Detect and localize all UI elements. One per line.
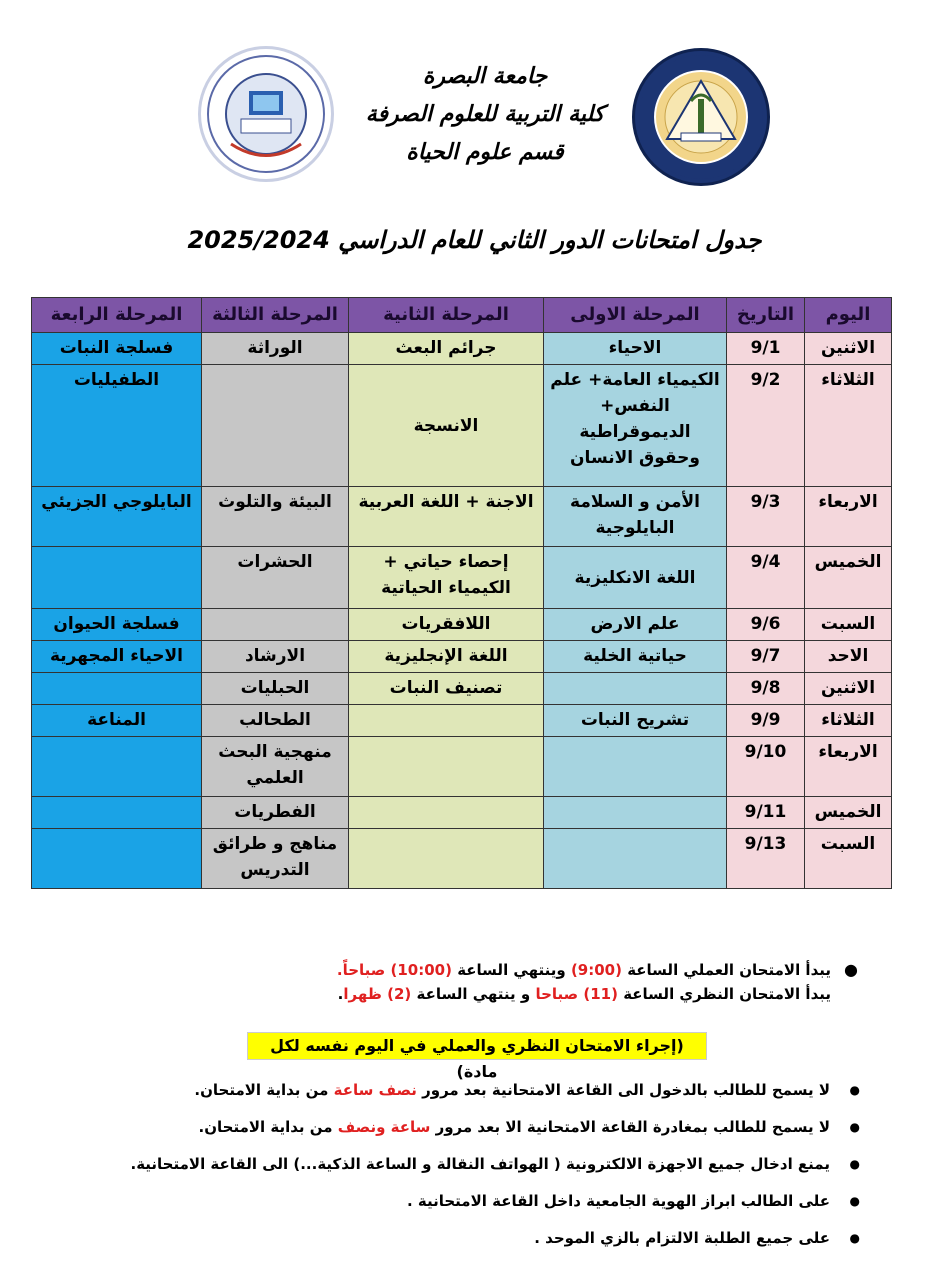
list-item: ● لا يسمح للطالب بالدخول الى القاعة الامتحانية بعد مرور نصف ساعة من بداية الامتحان. [60,1072,860,1109]
stage-1-cell: اللغة الانكليزية [544,547,727,609]
stage-3-cell: الحشرات [202,547,349,609]
stage-2-cell: اللغة الإنجليزية [349,641,544,673]
day-cell: الاثنين [805,673,892,705]
practical-exam-time: يبدأ الامتحان العملي الساعة (9:00) وينتهي الساعة (10:00) صباحاً. [336,961,831,979]
table-row [32,641,892,673]
list-item: ● يمنع ادخال جميع الاجهزة الالكترونية ( الهواتف النقالة و الساعة الذكية...) الى القاعة الامتحانية. [60,1146,860,1183]
day-cell: الخميس [805,797,892,829]
list-item: ● على الطالب ابراز الهوية الجامعية داخل القاعة الامتحانية . [60,1183,860,1220]
stage-3-cell: الطحالب [202,705,349,737]
stage-2-cell: جرائم البعث [349,333,544,365]
stage-3-cell: الارشاد [202,641,349,673]
stage-4-cell [32,547,202,609]
stage-3-cell: مناهج و طرائق التدريس [202,829,349,889]
stage-3-cell: الفطريات [202,797,349,829]
stage-1-cell: حياتية الخلية [544,641,727,673]
header-stage-4: المرحلة الرابعة [32,298,202,333]
day-cell: الثلاثاء [805,705,892,737]
stage-4-cell: البايلوجي الجزيئي [32,487,202,547]
day-cell: الاحد [805,641,892,673]
page-title: جدول امتحانات الدور الثاني للعام الدراسي 2025/2024 [187,226,762,254]
day-cell: الاربعاء [805,487,892,547]
university-name: جامعة البصرة [422,64,548,89]
stage-3-cell: منهجية البحث العلمي [202,737,349,797]
date-cell: 9/2 [727,365,805,487]
page-header [0,38,949,208]
stage-1-cell: تشريح النبات [544,705,727,737]
header-stage-3: المرحلة الثالثة [202,298,349,333]
theory-exam-time: يبدأ الامتحان النظري الساعة (11) صباحا و ينتهي الساعة (2) ظهرا. [337,985,831,1003]
bullet-icon: ● [844,960,858,979]
exam-times-note [71,958,831,1006]
stage-2-cell: الاجنة + اللغة العربية [349,487,544,547]
day-cell: السبت [805,829,892,889]
stage-3-cell: الحبليات [202,673,349,705]
stage-2-cell [349,737,544,797]
table-row [32,797,892,829]
list-item: ● على جميع الطلبة الالتزام بالزي الموحد . [60,1220,860,1257]
same-day-banner: (إجراء الامتحان النظري والعملي في اليوم نفسه لكل مادة) [247,1032,707,1060]
stage-2-cell: اللافقريات [349,609,544,641]
university-of-basrah-seal-icon [632,48,770,186]
stage-2-cell: إحصاء حياتي + الكيمياء الحياتية [349,547,544,609]
stage-3-cell: الوراثة [202,333,349,365]
stage-4-cell: فسلجة الحيوان [32,609,202,641]
day-cell: السبت [805,609,892,641]
stage-1-cell [544,797,727,829]
date-cell: 9/10 [727,737,805,797]
date-cell: 9/6 [727,609,805,641]
header-day: اليوم [805,298,892,333]
date-cell: 9/7 [727,641,805,673]
stage-2-cell [349,705,544,737]
college-name: كلية التربية للعلوم الصرفة [365,102,605,127]
stage-3-cell [202,365,349,487]
exam-schedule-table [31,297,892,889]
table-row [32,737,892,797]
header-stage-2: المرحلة الثانية [349,298,544,333]
header-stage-1: المرحلة الاولى [544,298,727,333]
stage-2-cell [349,797,544,829]
date-cell: 9/3 [727,487,805,547]
stage-4-cell [32,737,202,797]
stage-3-cell [202,609,349,641]
stage-4-cell [32,829,202,889]
stage-4-cell [32,673,202,705]
stage-1-cell: الكيمياء العامة+ علم النفس+ الديموقراطية وحقوق الانسان [544,365,727,487]
stage-1-cell: الأمن و السلامة البايلوجية [544,487,727,547]
table-row [32,673,892,705]
stage-4-cell: فسلجة النبات [32,333,202,365]
institution-names [340,58,630,172]
table-row [32,333,892,365]
date-cell: 9/8 [727,673,805,705]
stage-4-cell: المناعة [32,705,202,737]
date-cell: 9/1 [727,333,805,365]
college-of-education-logo-icon [198,46,334,182]
exam-rules-list [60,1072,860,1257]
table-row [32,365,892,487]
department-name: قسم علوم الحياة [406,140,564,165]
day-cell: الاثنين [805,333,892,365]
stage-1-cell: علم الارض [544,609,727,641]
day-cell: الثلاثاء [805,365,892,487]
table-row [32,547,892,609]
header-date: التاريخ [727,298,805,333]
table-row [32,487,892,547]
stage-1-cell [544,737,727,797]
day-cell: الخميس [805,547,892,609]
stage-4-cell [32,797,202,829]
stage-1-cell [544,829,727,889]
date-cell: 9/11 [727,797,805,829]
stage-1-cell [544,673,727,705]
stage-4-cell: الاحياء المجهرية [32,641,202,673]
stage-2-cell: تصنيف النبات [349,673,544,705]
stage-1-cell: الاحياء [544,333,727,365]
list-item: ● لا يسمح للطالب بمغادرة القاعة الامتحانية الا بعد مرور ساعة ونصف من بداية الامتحان. [60,1109,860,1146]
day-cell: الاربعاء [805,737,892,797]
stage-3-cell: البيئة والتلوث [202,487,349,547]
date-cell: 9/9 [727,705,805,737]
table-row [32,829,892,889]
table-header-row [32,298,892,333]
table-row [32,705,892,737]
stage-4-cell: الطفيليات [32,365,202,487]
table-row [32,609,892,641]
stage-2-cell [349,829,544,889]
date-cell: 9/13 [727,829,805,889]
date-cell: 9/4 [727,547,805,609]
stage-2-cell: الانسجة [349,365,544,487]
